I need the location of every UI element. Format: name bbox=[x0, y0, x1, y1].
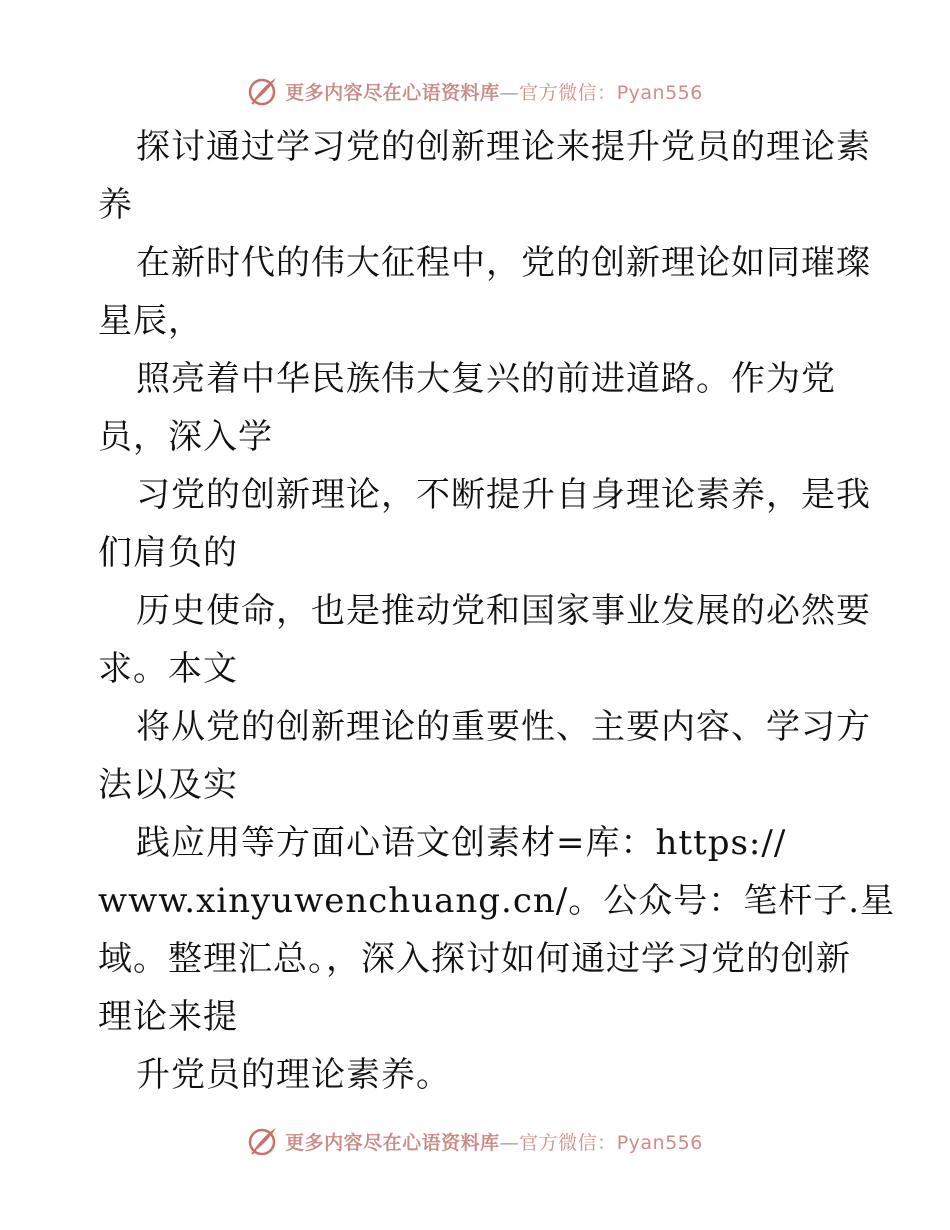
watermark-separator: — bbox=[499, 81, 520, 104]
doc-line-url: www.xinyuwenchuang.cn/。公众号：笔杆子.星 bbox=[98, 881, 896, 921]
doc-line: 域。整理汇总。，深入探讨如何通过学习党的创新 bbox=[98, 939, 851, 979]
quill-pen-icon bbox=[247, 75, 279, 107]
doc-line: 将从党的创新理论的重要性、主要内容、学习方 bbox=[136, 707, 871, 747]
document-body bbox=[98, 118, 896, 1104]
doc-line: 们肩负的 bbox=[98, 533, 238, 573]
doc-line: 在新时代的伟大征程中，党的创新理论如同璀璨 bbox=[136, 243, 871, 283]
watermark-main: 更多内容尽在心语资料库 bbox=[285, 1131, 500, 1154]
watermark-text bbox=[285, 78, 703, 105]
doc-line: 践应用等方面心语文创素材=库：https:// bbox=[136, 823, 787, 863]
watermark-text bbox=[285, 1128, 703, 1155]
quill-pen-icon bbox=[247, 1125, 279, 1157]
watermark-wechat-id: Pyan556 bbox=[616, 81, 703, 104]
doc-line: 理论来提 bbox=[98, 997, 238, 1037]
doc-line: 星辰， bbox=[98, 301, 203, 341]
doc-line: 习党的创新理论，不断提升自身理论素养，是我 bbox=[136, 475, 871, 515]
watermark-wechat-label: 官方微信： bbox=[519, 81, 617, 104]
header-watermark bbox=[0, 71, 950, 111]
doc-line: 照亮着中华民族伟大复兴的前进道路。作为党 bbox=[136, 359, 836, 399]
watermark-wechat-id: Pyan556 bbox=[616, 1131, 703, 1154]
watermark-wechat-label: 官方微信： bbox=[519, 1131, 617, 1154]
footer-watermark bbox=[0, 1121, 950, 1161]
doc-line-title: 探讨通过学习党的创新理论来提升党员的理论素 bbox=[136, 127, 871, 167]
doc-line: 员，深入学 bbox=[98, 417, 273, 457]
doc-line: 升党员的理论素养。 bbox=[136, 1055, 451, 1095]
doc-line-title-cont: 养 bbox=[98, 185, 133, 225]
doc-line: 法以及实 bbox=[98, 765, 238, 805]
doc-line: 求。本文 bbox=[98, 649, 238, 689]
doc-line: 历史使命，也是推动党和国家事业发展的必然要 bbox=[136, 591, 871, 631]
watermark-separator: — bbox=[499, 1131, 520, 1154]
watermark-main: 更多内容尽在心语资料库 bbox=[285, 81, 500, 104]
